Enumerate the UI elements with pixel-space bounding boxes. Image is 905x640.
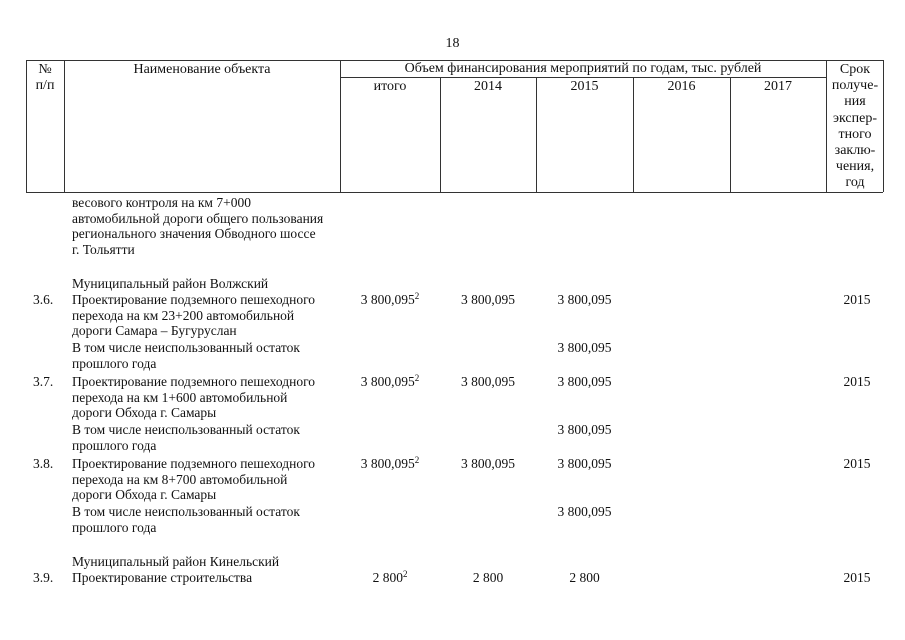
header-2017: 2017	[764, 79, 792, 94]
row-2015: 3 800,095	[557, 456, 612, 471]
row-number: 3.7.	[33, 374, 54, 389]
row-sub-2015: 3 800,095	[557, 422, 612, 437]
row-sub-line: В том числе неиспользованный остаток	[72, 340, 300, 355]
row-itogo-value: 3 800,095	[360, 374, 415, 389]
header-srok-line: ния	[844, 94, 866, 110]
row-2014: 3 800,095	[461, 374, 515, 389]
row-name-line: Проектирование подземного пешеходного	[72, 456, 316, 471]
row-sub-name	[72, 504, 352, 535]
header-2015: 2015	[570, 79, 599, 94]
row-srok: 2015	[843, 456, 871, 471]
row-2014: 3 800,095	[461, 456, 515, 471]
row-2014: 2 800	[472, 570, 504, 585]
row-number: 3.9.	[33, 570, 54, 585]
header-itogo: итого	[373, 79, 407, 94]
row-2015: 3 800,095	[557, 374, 612, 389]
row-itogo-value: 3 800,095	[360, 456, 415, 471]
row-sub-2015: 3 800,095	[557, 504, 612, 519]
row-name-line: перехода на км 1+600 автомобильной	[72, 389, 288, 405]
row-itogo	[340, 456, 440, 472]
row-name	[72, 292, 352, 339]
row-itogo	[340, 374, 440, 390]
continuation-line: автомобильной дороги общего пользования	[72, 210, 324, 226]
header-srok-line: чения,	[835, 159, 875, 175]
row-2015: 3 800,095	[557, 292, 612, 307]
header-bottom-border	[26, 192, 883, 193]
continuation-line: весового контроля на км 7+000	[72, 195, 251, 210]
header-srok-line: год	[845, 175, 865, 191]
row-2014: 3 800,095	[461, 292, 515, 307]
district-kinelsky: Муниципальный район Кинельский	[72, 554, 280, 569]
row-2015: 2 800	[569, 570, 600, 585]
continuation-line: регионального значения Обводного шоссе	[72, 226, 316, 242]
header-name: Наименование объекта	[133, 62, 271, 77]
row-number: 3.6.	[33, 292, 54, 307]
row-number: 3.8.	[33, 456, 54, 471]
row-name-line: перехода на км 23+200 автомобильной	[72, 307, 295, 323]
continuation-text	[72, 195, 352, 257]
header-srok-line: заклю-	[834, 143, 876, 159]
page-number: 18	[445, 36, 460, 51]
row-name-line: перехода на км 8+700 автомобильной	[72, 471, 288, 487]
row-name-line: дороги Обхода г. Самары	[72, 405, 217, 421]
row-sub-name	[72, 422, 352, 453]
row-name-line: Проектирование подземного пешеходного	[72, 374, 316, 389]
row-srok: 2015	[843, 292, 871, 307]
row-name-line: дороги Самара – Бугуруслан	[72, 323, 237, 339]
header-col-divider-num	[64, 60, 65, 192]
row-name-line: дороги Обхода г. Самары	[72, 487, 217, 503]
row-sub-line: прошлого года	[72, 355, 157, 371]
header-funding-divider	[340, 77, 826, 78]
row-itogo-value: 2 800	[372, 570, 403, 585]
row-name-line: Проектирование подземного пешеходного	[72, 292, 316, 307]
row-itogo	[340, 292, 440, 308]
row-sub-name	[72, 340, 352, 371]
header-srok-line: получе-	[831, 78, 879, 94]
header-srok-line: экспер-	[832, 110, 878, 126]
row-itogo	[340, 570, 440, 586]
header-srok	[826, 62, 884, 192]
row-name	[72, 456, 352, 503]
header-funding: Объем финансирования мероприятий по годам, тыс. рублей	[404, 61, 762, 76]
row-sub-line: В том числе неиспользованный остаток	[72, 504, 300, 519]
header-srok-line: тного	[838, 126, 872, 142]
footnote-mark: 2	[414, 455, 420, 465]
header-num: № п/п	[35, 62, 55, 93]
row-itogo-value: 3 800,095	[360, 292, 415, 307]
row-name	[72, 374, 352, 421]
continuation-line: г. Тольятти	[72, 241, 135, 257]
footnote-mark: 2	[414, 291, 420, 301]
header-2014: 2014	[474, 79, 502, 94]
row-sub-line: прошлого года	[72, 519, 157, 535]
row-srok: 2015	[843, 570, 871, 585]
district-volzhsky: Муниципальный район Волжский	[72, 276, 269, 291]
row-srok: 2015	[843, 374, 871, 389]
header-2016: 2016	[667, 79, 696, 94]
row-sub-2015: 3 800,095	[557, 340, 612, 355]
row-name: Проектирование строительства	[72, 570, 253, 585]
row-sub-line: В том числе неиспользованный остаток	[72, 422, 300, 437]
header-srok-line: Срок	[839, 62, 871, 77]
footnote-mark: 2	[414, 373, 420, 383]
row-sub-line: прошлого года	[72, 437, 157, 453]
footnote-mark: 2	[402, 569, 408, 579]
